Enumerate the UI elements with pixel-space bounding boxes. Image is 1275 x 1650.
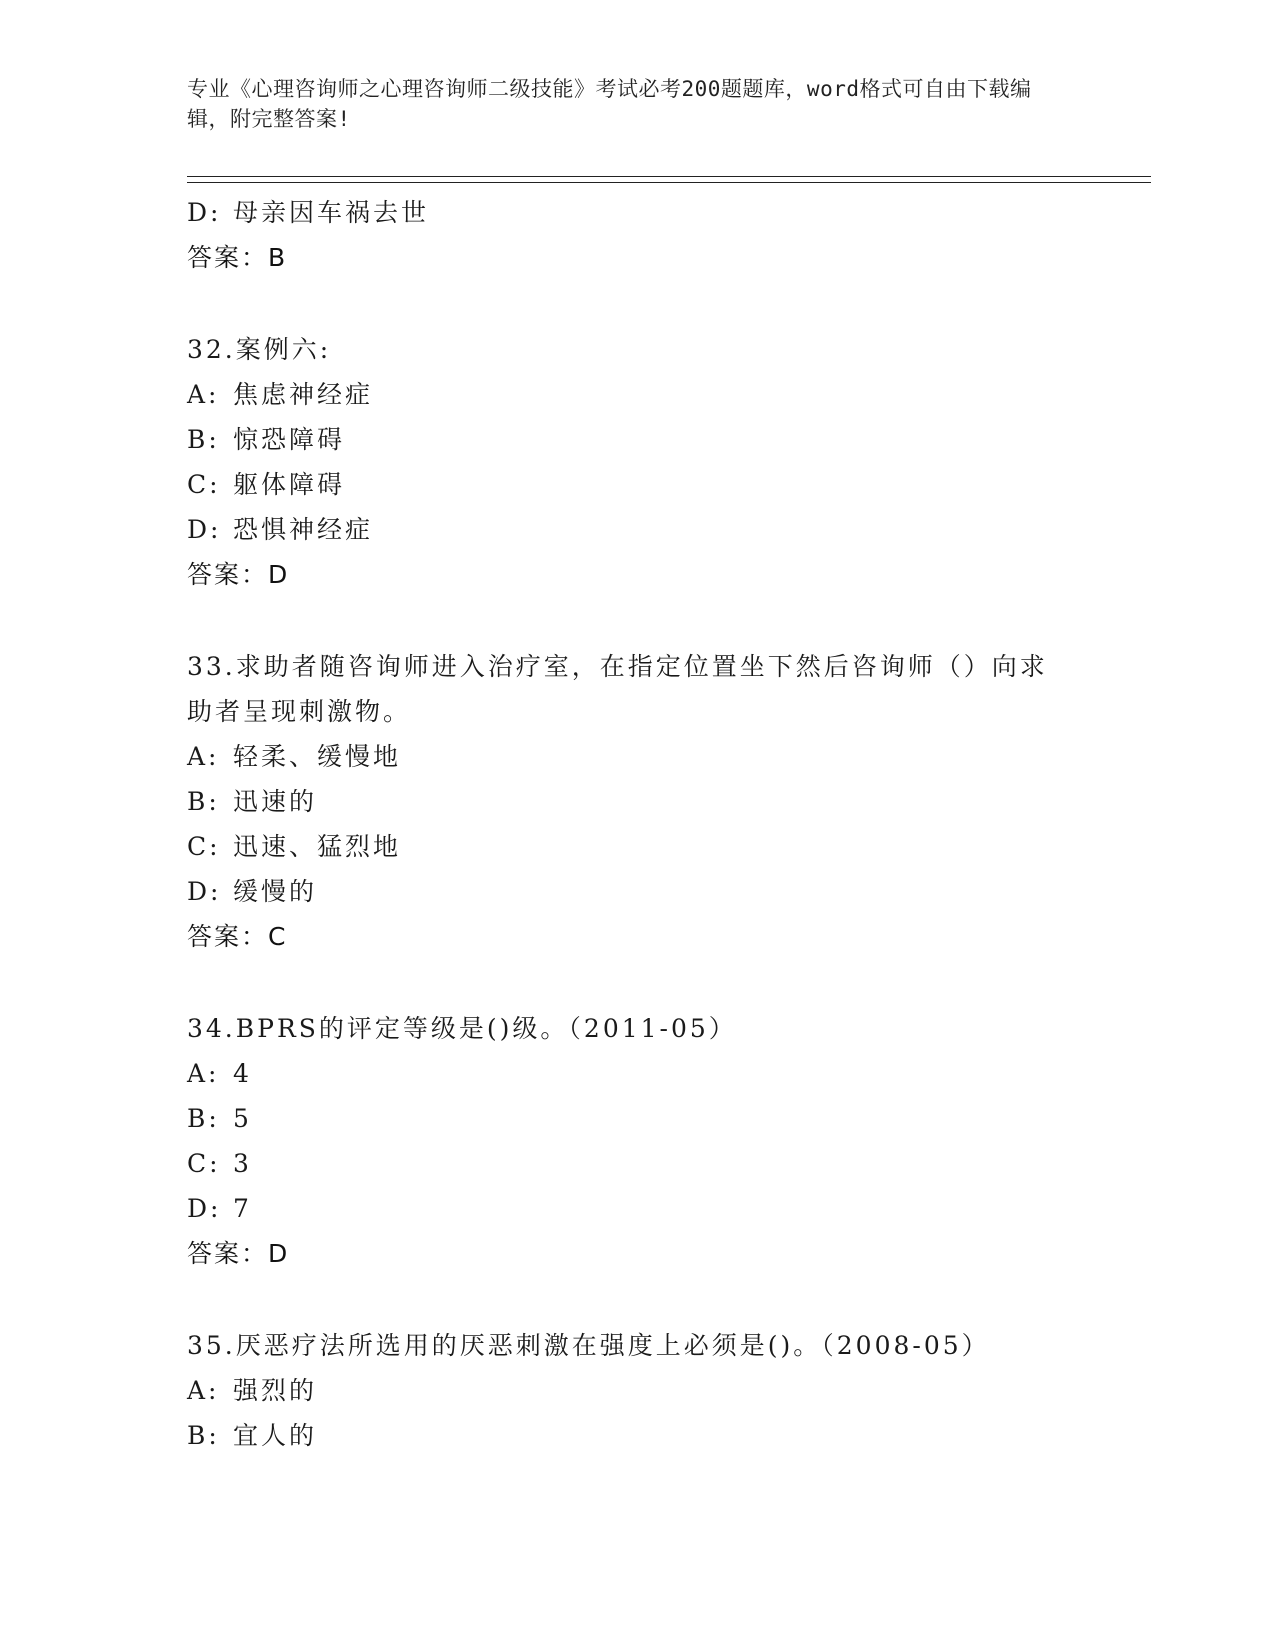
- option-a: [187, 372, 1087, 417]
- question-stem: 32.案例六:: [187, 335, 332, 364]
- option-d: [187, 507, 1087, 552]
- question-34: [187, 1006, 1087, 1276]
- option-label: D:: [187, 1194, 222, 1223]
- option-a: [187, 1051, 1087, 1096]
- option-label: D:: [187, 198, 222, 227]
- answer: 答案：D: [187, 1239, 290, 1268]
- option-label: B:: [187, 1104, 220, 1133]
- option-text: 迅速、猛烈地: [233, 832, 402, 861]
- option-label: B:: [187, 787, 220, 816]
- answer: 答案：D: [187, 560, 290, 589]
- option-a: [187, 734, 1087, 779]
- option-label: A:: [187, 1376, 220, 1405]
- option-b: [187, 779, 1087, 824]
- option-d: [187, 1186, 1087, 1231]
- option-text: 3: [233, 1149, 252, 1178]
- option-label: C:: [187, 470, 221, 499]
- option-text: 缓慢的: [233, 877, 318, 906]
- document-header: 专业《心理咨询师之心理咨询师二级技能》考试必考200题题库，word格式可自由下载编辑，附完整答案!: [187, 77, 1032, 131]
- option-text: 强烈的: [233, 1376, 318, 1405]
- option-label: C:: [187, 1149, 221, 1178]
- question-stem: 35.厌恶疗法所选用的厌恶刺激在强度上必须是()。（2008-05）: [187, 1331, 990, 1360]
- option-text: 母亲因车祸去世: [233, 198, 430, 227]
- option-text: 7: [233, 1194, 252, 1223]
- question-stem: 33.求助者随咨询师进入治疗室，在指定位置坐下然后咨询师（）向求助者呈现刺激物。: [187, 652, 1048, 726]
- option-text: 宜人的: [233, 1421, 318, 1450]
- option-b: [187, 417, 1087, 462]
- option-text: 焦虑神经症: [233, 380, 374, 409]
- option-a: [187, 1368, 1087, 1413]
- option-label: A:: [187, 742, 220, 771]
- option-c: [187, 824, 1087, 869]
- option-text: 惊恐障碍: [233, 425, 346, 454]
- option-c: [187, 462, 1087, 507]
- option-c: [187, 1141, 1087, 1186]
- option-text: 轻柔、缓慢地: [233, 742, 402, 771]
- option-text: 恐惧神经症: [233, 515, 374, 544]
- question-stem: 34.BPRS的评定等级是()级。（2011-05）: [187, 1014, 737, 1043]
- option-b: [187, 1413, 1087, 1458]
- question-list: [187, 190, 1087, 1458]
- option-label: C:: [187, 832, 221, 861]
- question-35: [187, 1323, 1087, 1458]
- answer: 答案：B: [187, 243, 288, 272]
- option-d: [187, 190, 1087, 235]
- question-31: [187, 190, 1087, 280]
- option-label: A:: [187, 380, 220, 409]
- option-text: 5: [233, 1104, 252, 1133]
- option-label: B:: [187, 425, 220, 454]
- option-label: D:: [187, 877, 222, 906]
- option-label: A:: [187, 1059, 220, 1088]
- option-label: B:: [187, 1421, 220, 1450]
- option-text: 迅速的: [233, 787, 318, 816]
- header-rule-top: [187, 176, 1151, 177]
- option-label: D:: [187, 515, 222, 544]
- answer: 答案：C: [187, 922, 288, 951]
- option-text: 躯体障碍: [233, 470, 346, 499]
- option-d: [187, 869, 1087, 914]
- option-b: [187, 1096, 1087, 1141]
- question-32: [187, 327, 1087, 597]
- option-text: 4: [233, 1059, 252, 1088]
- header-rule-bottom: [187, 182, 1151, 183]
- question-33: [187, 644, 1087, 959]
